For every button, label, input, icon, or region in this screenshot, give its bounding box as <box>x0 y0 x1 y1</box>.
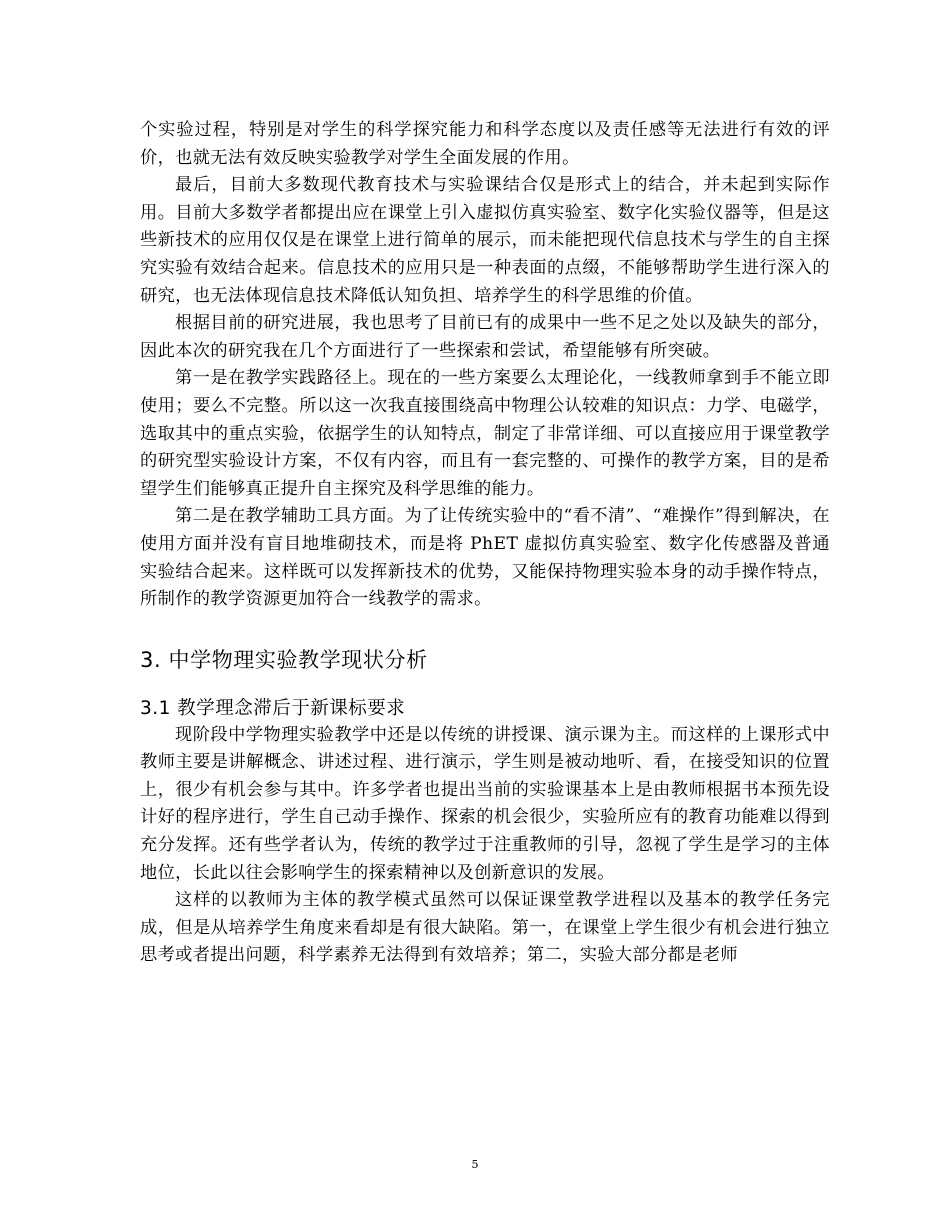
subsection-heading: 3.1 教学理念滞后于新课标要求 <box>140 697 406 719</box>
page-body <box>140 117 830 970</box>
paragraph-2: 最后，目前大多数现代教育技术与实验课结合仅是形式上的结合，并未起到实际作用。目前大多数学者都提出应在课堂上引入虚拟仿真实验室、数字化实验仪器等，但是这些新技术的应用仅仅是在课堂上进行简单的展示，而未能把现代信息技术与学生的自主探究实验有效结合起来。信息技术的应用只是一种表面的点缀，不能够帮助学生进行深入的研究，也无法体现信息技术降低认知负担、培养学生的科学思维的价值。 <box>140 175 830 306</box>
paragraph-5: 第二是在教学辅助工具方面。为了让传统实验中的“看不清”、“难操作”得到解决，在使用方面并没有盲目地堆砌技术，而是将 PhET 虚拟仿真实验室、数字化传感器及普通实验结合起来。这样既可以发挥新技术的优势，又能保持物理实验本身的动手操作特点，所制作的教学资源更加符合一线教学的需求。 <box>140 506 830 610</box>
paragraph-7: 这样的以教师为主体的教学模式虽然可以保证课堂教学进程以及基本的教学任务完成，但是从培养学生角度来看却是有很大缺陷。第一，在课堂上学生很少有机会进行独立思考或者提出问题，科学素养无法得到有效培养；第二，实验大部分都是老师 <box>140 890 830 966</box>
paragraph-1: 个实验过程，特别是对学生的科学探究能力和科学态度以及责任感等无法进行有效的评价，也就无法有效反映实验教学对学生全面发展的作用。 <box>140 120 830 168</box>
page-number: 5 <box>471 1158 479 1171</box>
paragraph-6: 现阶段中学物理实验教学中还是以传统的讲授课、演示课为主。而这样的上课形式中教师主要是讲解概念、讲述过程、进行演示，学生则是被动地听、看，在接受知识的位置上，很少有机会参与其中。许多学者也提出当前的实验课基本上是由教师根据书本预先设计好的程序进行，学生自己动手操作、探索的机会很少，实验所应有的教育功能难以得到充分发挥。还有些学者认为，传统的教学过于注重教师的引导，忽视了学生是学习的主体地位，长此以往会影响学生的探索精神以及创新意识的发展。 <box>140 724 830 883</box>
paragraph-3: 根据目前的研究进展，我也思考了目前已有的成果中一些不足之处以及缺失的部分，因此本次的研究我在几个方面进行了一些探索和尝试，希望能够有所突破。 <box>140 313 830 361</box>
section-heading: 3. 中学物理实验教学现状分析 <box>140 647 428 672</box>
paragraph-4: 第一是在教学实践路径上。现在的一些方案要么太理论化，一线教师拿到手不能立即使用；要么不完整。所以这一次我直接围绕高中物理公认较难的知识点：力学、电磁学，选取其中的重点实验，依据学生的认知特点，制定了非常详细、可以直接应用于课堂教学的研究型实验设计方案，不仅有内容，而且有一套完整的、可操作的教学方案，目的是希望学生们能够真正提升自主探究及科学思维的能力。 <box>140 368 830 499</box>
